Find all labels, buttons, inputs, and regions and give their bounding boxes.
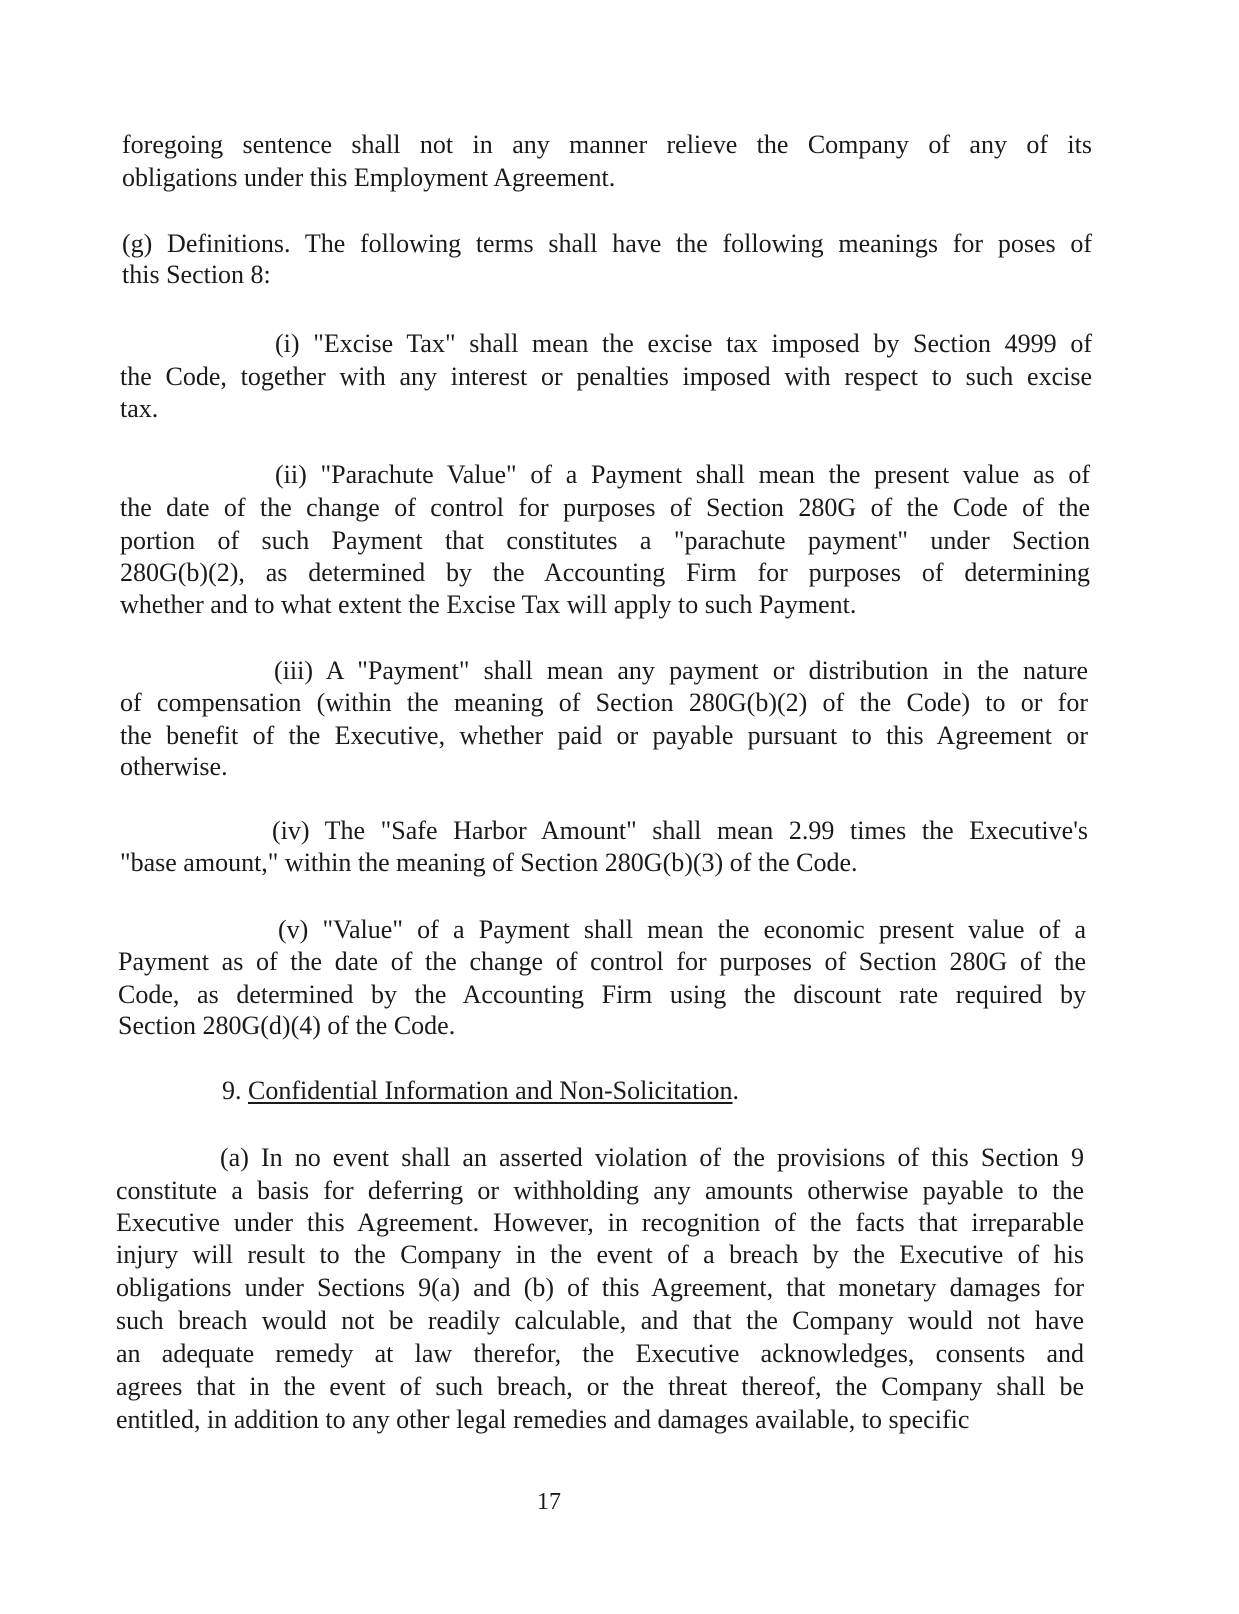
paragraph-line: (g) Definitions. The following terms shall have the following meanings for poses of [122,229,1092,258]
paragraph-line: the Code, together with any interest or penalties imposed with respect to such excise [120,362,1092,391]
paragraph-line: constitute a basis for deferring or withholding any amounts otherwise payable to the [116,1176,1084,1205]
paragraph-line: an adequate remedy at law therefor, the Executive acknowledges, consents and [116,1339,1084,1368]
paragraph-line: obligations under this Employment Agreement. [122,163,616,192]
paragraph-line: the date of the change of control for purposes of Section 280G of the Code of the [120,493,1090,522]
section-suffix: . [732,1076,740,1105]
paragraph-line: (i) "Excise Tax" shall mean the excise tax imposed by Section 4999 of [275,329,1092,358]
page-number: 17 [537,1489,561,1515]
paragraph-line: otherwise. [120,752,228,781]
paragraph-line: "base amount," within the meaning of Section 280G(b)(3) of the Code. [120,848,858,877]
paragraph-line: Executive under this Agreement. However, in recognition of the facts that irreparable [116,1208,1084,1237]
section-number: 9. [222,1076,248,1105]
paragraph-line: (v) "Value" of a Payment shall mean the economic present value of a [278,915,1086,944]
paragraph-line: foregoing sentence shall not in any manner relieve the Company of any of its [122,130,1092,159]
paragraph-line: portion of such Payment that constitutes a "parachute payment" under Section [120,526,1090,555]
paragraph-line: Payment as of the date of the change of control for purposes of Section 280G of the [118,947,1086,976]
paragraph-line: Code, as determined by the Accounting Firm using the discount rate required by [118,980,1086,1009]
paragraph-line: whether and to what extent the Excise Tax will apply to such Payment. [120,590,857,619]
paragraph-line: such breach would not be readily calculable, and that the Company would not have [116,1306,1084,1335]
paragraph-line: of compensation (within the meaning of Section 280G(b)(2) of the Code) to or for [120,688,1088,717]
paragraph-line: (iv) The "Safe Harbor Amount" shall mean 2.99 times the Executive's [272,816,1088,845]
paragraph-line: obligations under Sections 9(a) and (b) of this Agreement, that monetary damages for [116,1273,1084,1302]
paragraph-line: the benefit of the Executive, whether paid or payable pursuant to this Agreement or [120,721,1088,750]
paragraph-line: (a) In no event shall an asserted violation of the provisions of this Section 9 [220,1143,1084,1172]
section-title: Confidential Information and Non-Solicitation [248,1076,733,1105]
paragraph-line: (ii) "Parachute Value" of a Payment shall mean the present value as of [275,460,1090,489]
paragraph-line: entitled, in addition to any other legal remedies and damages available, to specific [116,1405,970,1434]
paragraph-line: this Section 8: [122,260,271,289]
paragraph-line: agrees that in the event of such breach, or the threat thereof, the Company shall be [116,1372,1084,1401]
paragraph-line: injury will result to the Company in the event of a breach by the Executive of his [116,1240,1084,1269]
paragraph-line: (iii) A "Payment" shall mean any payment or distribution in the nature [274,656,1088,685]
section-9-heading [222,1076,739,1106]
paragraph-line: tax. [120,394,159,423]
paragraph-line: Section 280G(d)(4) of the Code. [118,1011,456,1040]
paragraph-line: 280G(b)(2), as determined by the Accounting Firm for purposes of determining [120,558,1090,587]
